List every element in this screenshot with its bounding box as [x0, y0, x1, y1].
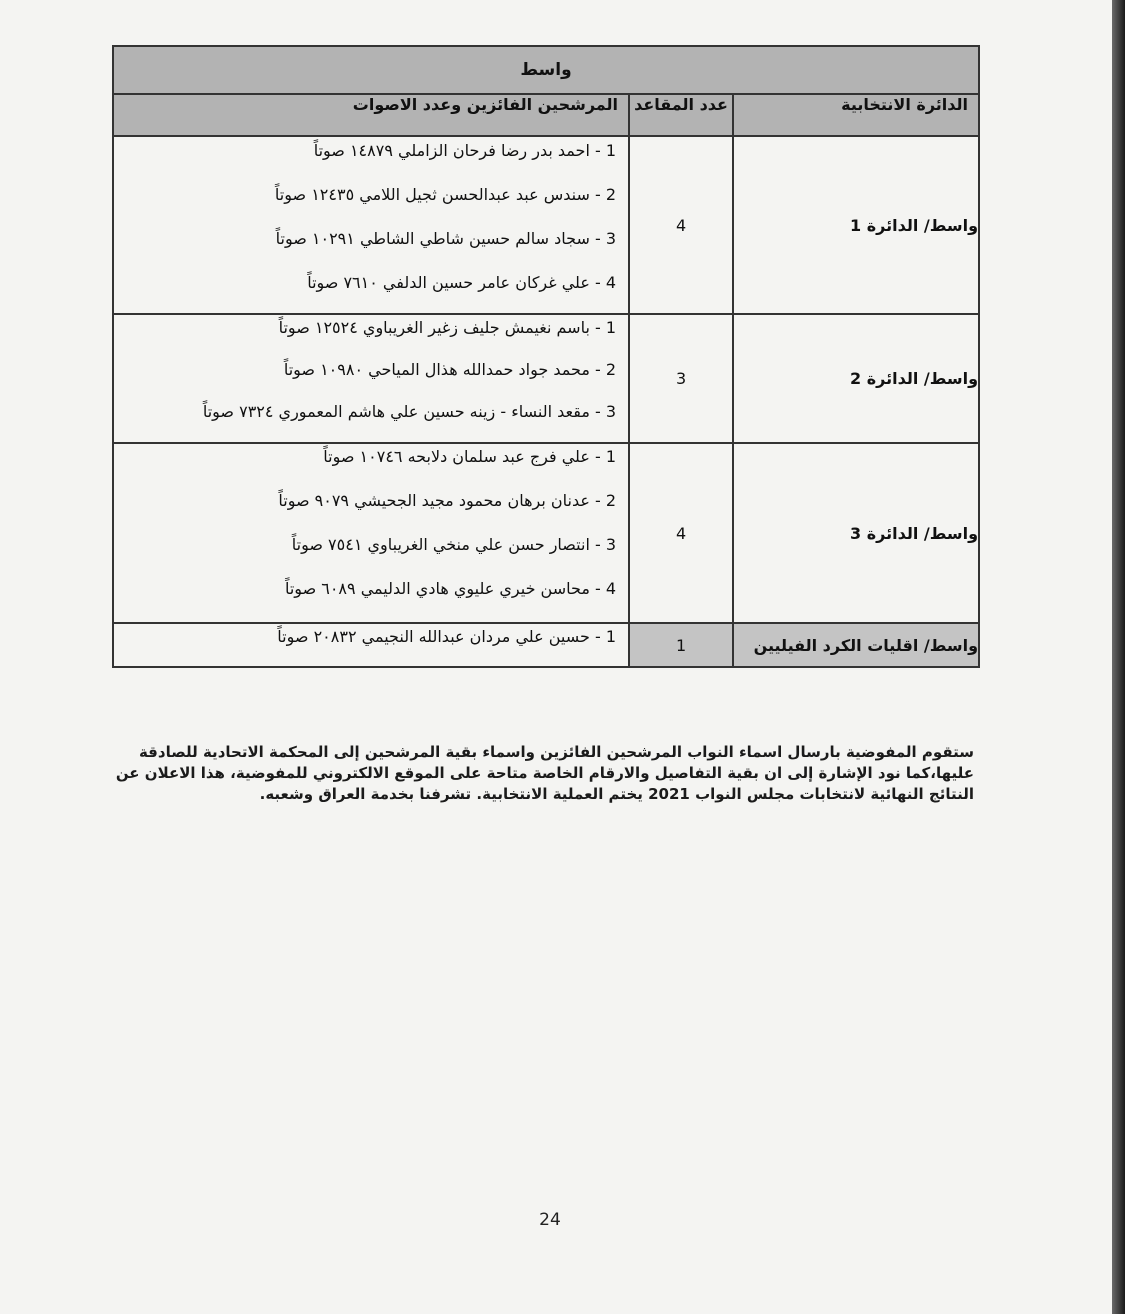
table-row — [113, 314, 979, 443]
candidates-cell — [113, 623, 629, 667]
candidate-entry: 3 - سجاد سالم حسين شاطي الشاطي ١٠٢٩١ صوتاً — [275, 229, 617, 248]
page-edge-shadow — [1112, 0, 1125, 1314]
table-row — [113, 443, 979, 623]
page-number: 24 — [539, 1210, 561, 1230]
district-cell: واسط/ الدائرة 2 — [733, 314, 979, 443]
district-cell: واسط/ الدائرة 1 — [733, 136, 979, 314]
candidate-entry: 3 - انتصار حسن علي منخي الغريباوي ٧٥٤١ صوتاً — [291, 535, 617, 554]
table-row — [113, 623, 979, 667]
candidate-entry: 4 - محاسن خيري عليوي هادي الدليمي ٦٠٨٩ صوتاً — [284, 579, 617, 598]
district-cell: واسط/ اقليات الكرد الفيليين — [733, 623, 979, 667]
province-title: واسط — [113, 46, 979, 94]
header-candidates: المرشحين الفائزين وعدد الاصوات — [113, 94, 629, 136]
candidates-cell — [113, 314, 629, 443]
candidate-entry: 1 - باسم نغيمش جليف زغير الغريباوي ١٢٥٢٤ صوتاً — [278, 318, 617, 337]
candidate-entry: 3 - مقعد النساء - زينه حسين علي هاشم المعموري ٧٣٢٤ صوتاً — [202, 402, 617, 421]
seats-cell: 4 — [629, 136, 733, 314]
candidate-entry: 2 - محمد جواد حمدالله هذال المياحي ١٠٩٨٠ صوتاً — [283, 360, 617, 379]
candidate-entry: 1 - حسين علي مردان عبدالله النجيمي ٢٠٨٣٢ صوتاً — [277, 627, 617, 646]
closing-paragraph: ستقوم المفوضية بارسال اسماء النواب المرشحين الفائزين واسماء بقية المرشحين إلى المحكمة الاتحادية للصادقة عليها،كما نود الإشارة إلى ان بقية التفاصيل والارقام الخاصة متاحة على الموقع الالكتروني للمفوضية، هذا الاعلان عن النتائج النهائية لانتخابات مجلس النواب 2021 يختم العملية الانتخابية. تشرفنا بخدمة العراق وشعبه. — [115, 743, 974, 803]
seats-cell: 1 — [629, 623, 733, 667]
candidate-entry: 4 - علي غركان عامر حسين الدلفي ٧٦١٠ صوتاً — [307, 273, 617, 292]
district-cell: واسط/ الدائرة 3 — [733, 443, 979, 623]
seats-cell: 3 — [629, 314, 733, 443]
header-district: الدائرة الانتخابية — [733, 94, 979, 136]
candidates-cell — [113, 443, 629, 623]
candidate-entry: 2 - عدنان برهان محمود مجيد الجحيشي ٩٠٧٩ صوتاً — [278, 491, 617, 510]
candidates-cell — [113, 136, 629, 314]
seats-cell: 4 — [629, 443, 733, 623]
header-row — [113, 94, 979, 136]
header-seats: عدد المقاعد — [629, 94, 733, 136]
table-row — [113, 136, 979, 314]
candidate-entry: 1 - احمد بدر رضا فرحان الزاملي ١٤٨٧٩ صوتاً — [313, 141, 617, 160]
province-row — [113, 46, 979, 94]
candidate-entry: 1 - علي فرج عبد سلمان دلابحه ١٠٧٤٦ صوتاً — [323, 447, 617, 466]
results-table — [112, 45, 980, 668]
candidate-entry: 2 - سندس عبد عبدالحسن ثجيل اللامي ١٢٤٣٥ صوتاً — [274, 185, 617, 204]
